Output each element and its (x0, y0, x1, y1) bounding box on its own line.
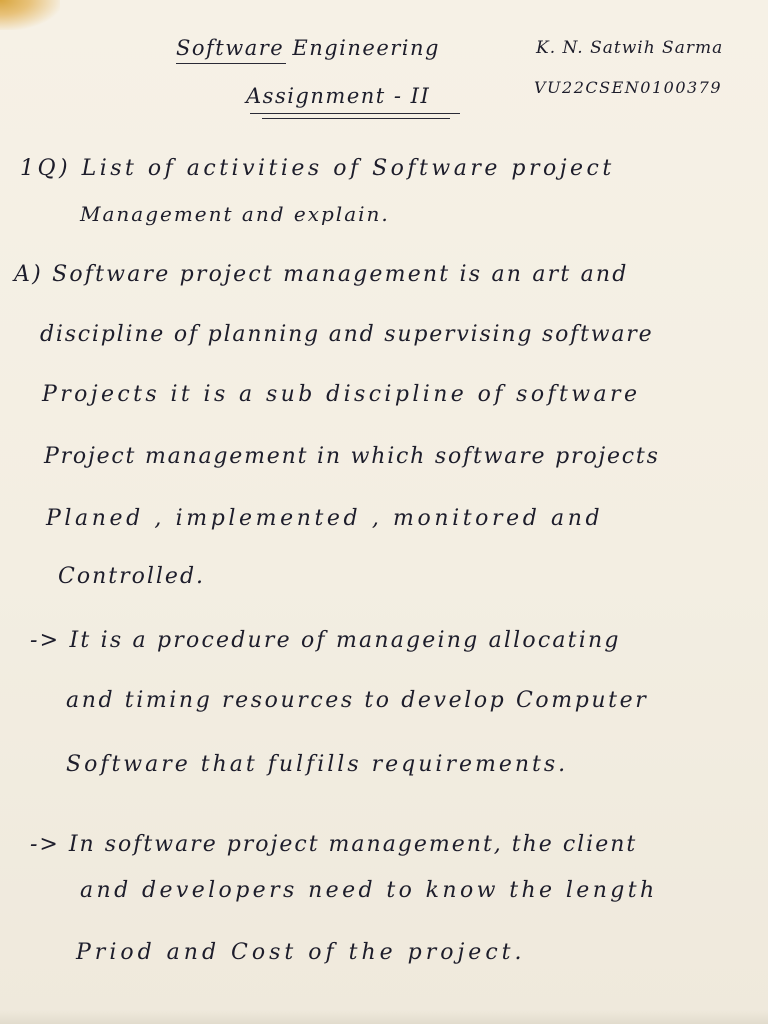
point2-line-2: and developers need to know the length (80, 878, 658, 903)
author-name: K. N. Satwih Sarma (536, 38, 724, 58)
point2-line-1: -> In software project management, the client (30, 832, 638, 857)
subtitle-underline-second (262, 118, 450, 119)
answer-line-5: Planed , implemented , monitored and (46, 506, 604, 531)
answer-line-1: A) Software project management is an art and (14, 262, 629, 287)
point1-line-2: and timing resources to develop Computer (66, 688, 649, 713)
answer-line-3: Projects it is a sub discipline of software (42, 382, 641, 407)
subtitle-underline (250, 113, 460, 114)
point1-line-1: -> It is a procedure of manageing allocating (30, 628, 621, 653)
answer-line-2: discipline of planning and supervising software (40, 322, 654, 347)
point2-line-3: Priod and Cost of the project. (76, 940, 526, 965)
answer-line-6: Controlled. (58, 564, 206, 589)
point1-line-3: Software that fulfills requirements. (66, 752, 569, 777)
page-bottom-edge (0, 1010, 768, 1024)
assignment-title: Software Engineering (176, 36, 440, 60)
answer-line-4: Project management in which software projects (44, 444, 660, 469)
question-line-1: 1Q) List of activities of Software project (20, 156, 615, 181)
page-corner-shadow (0, 0, 60, 30)
assignment-subtitle: Assignment - II (246, 84, 431, 108)
roll-number: VU22CSEN0100379 (534, 78, 723, 97)
title-underline (176, 63, 286, 64)
question-line-2: Management and explain. (80, 202, 390, 226)
